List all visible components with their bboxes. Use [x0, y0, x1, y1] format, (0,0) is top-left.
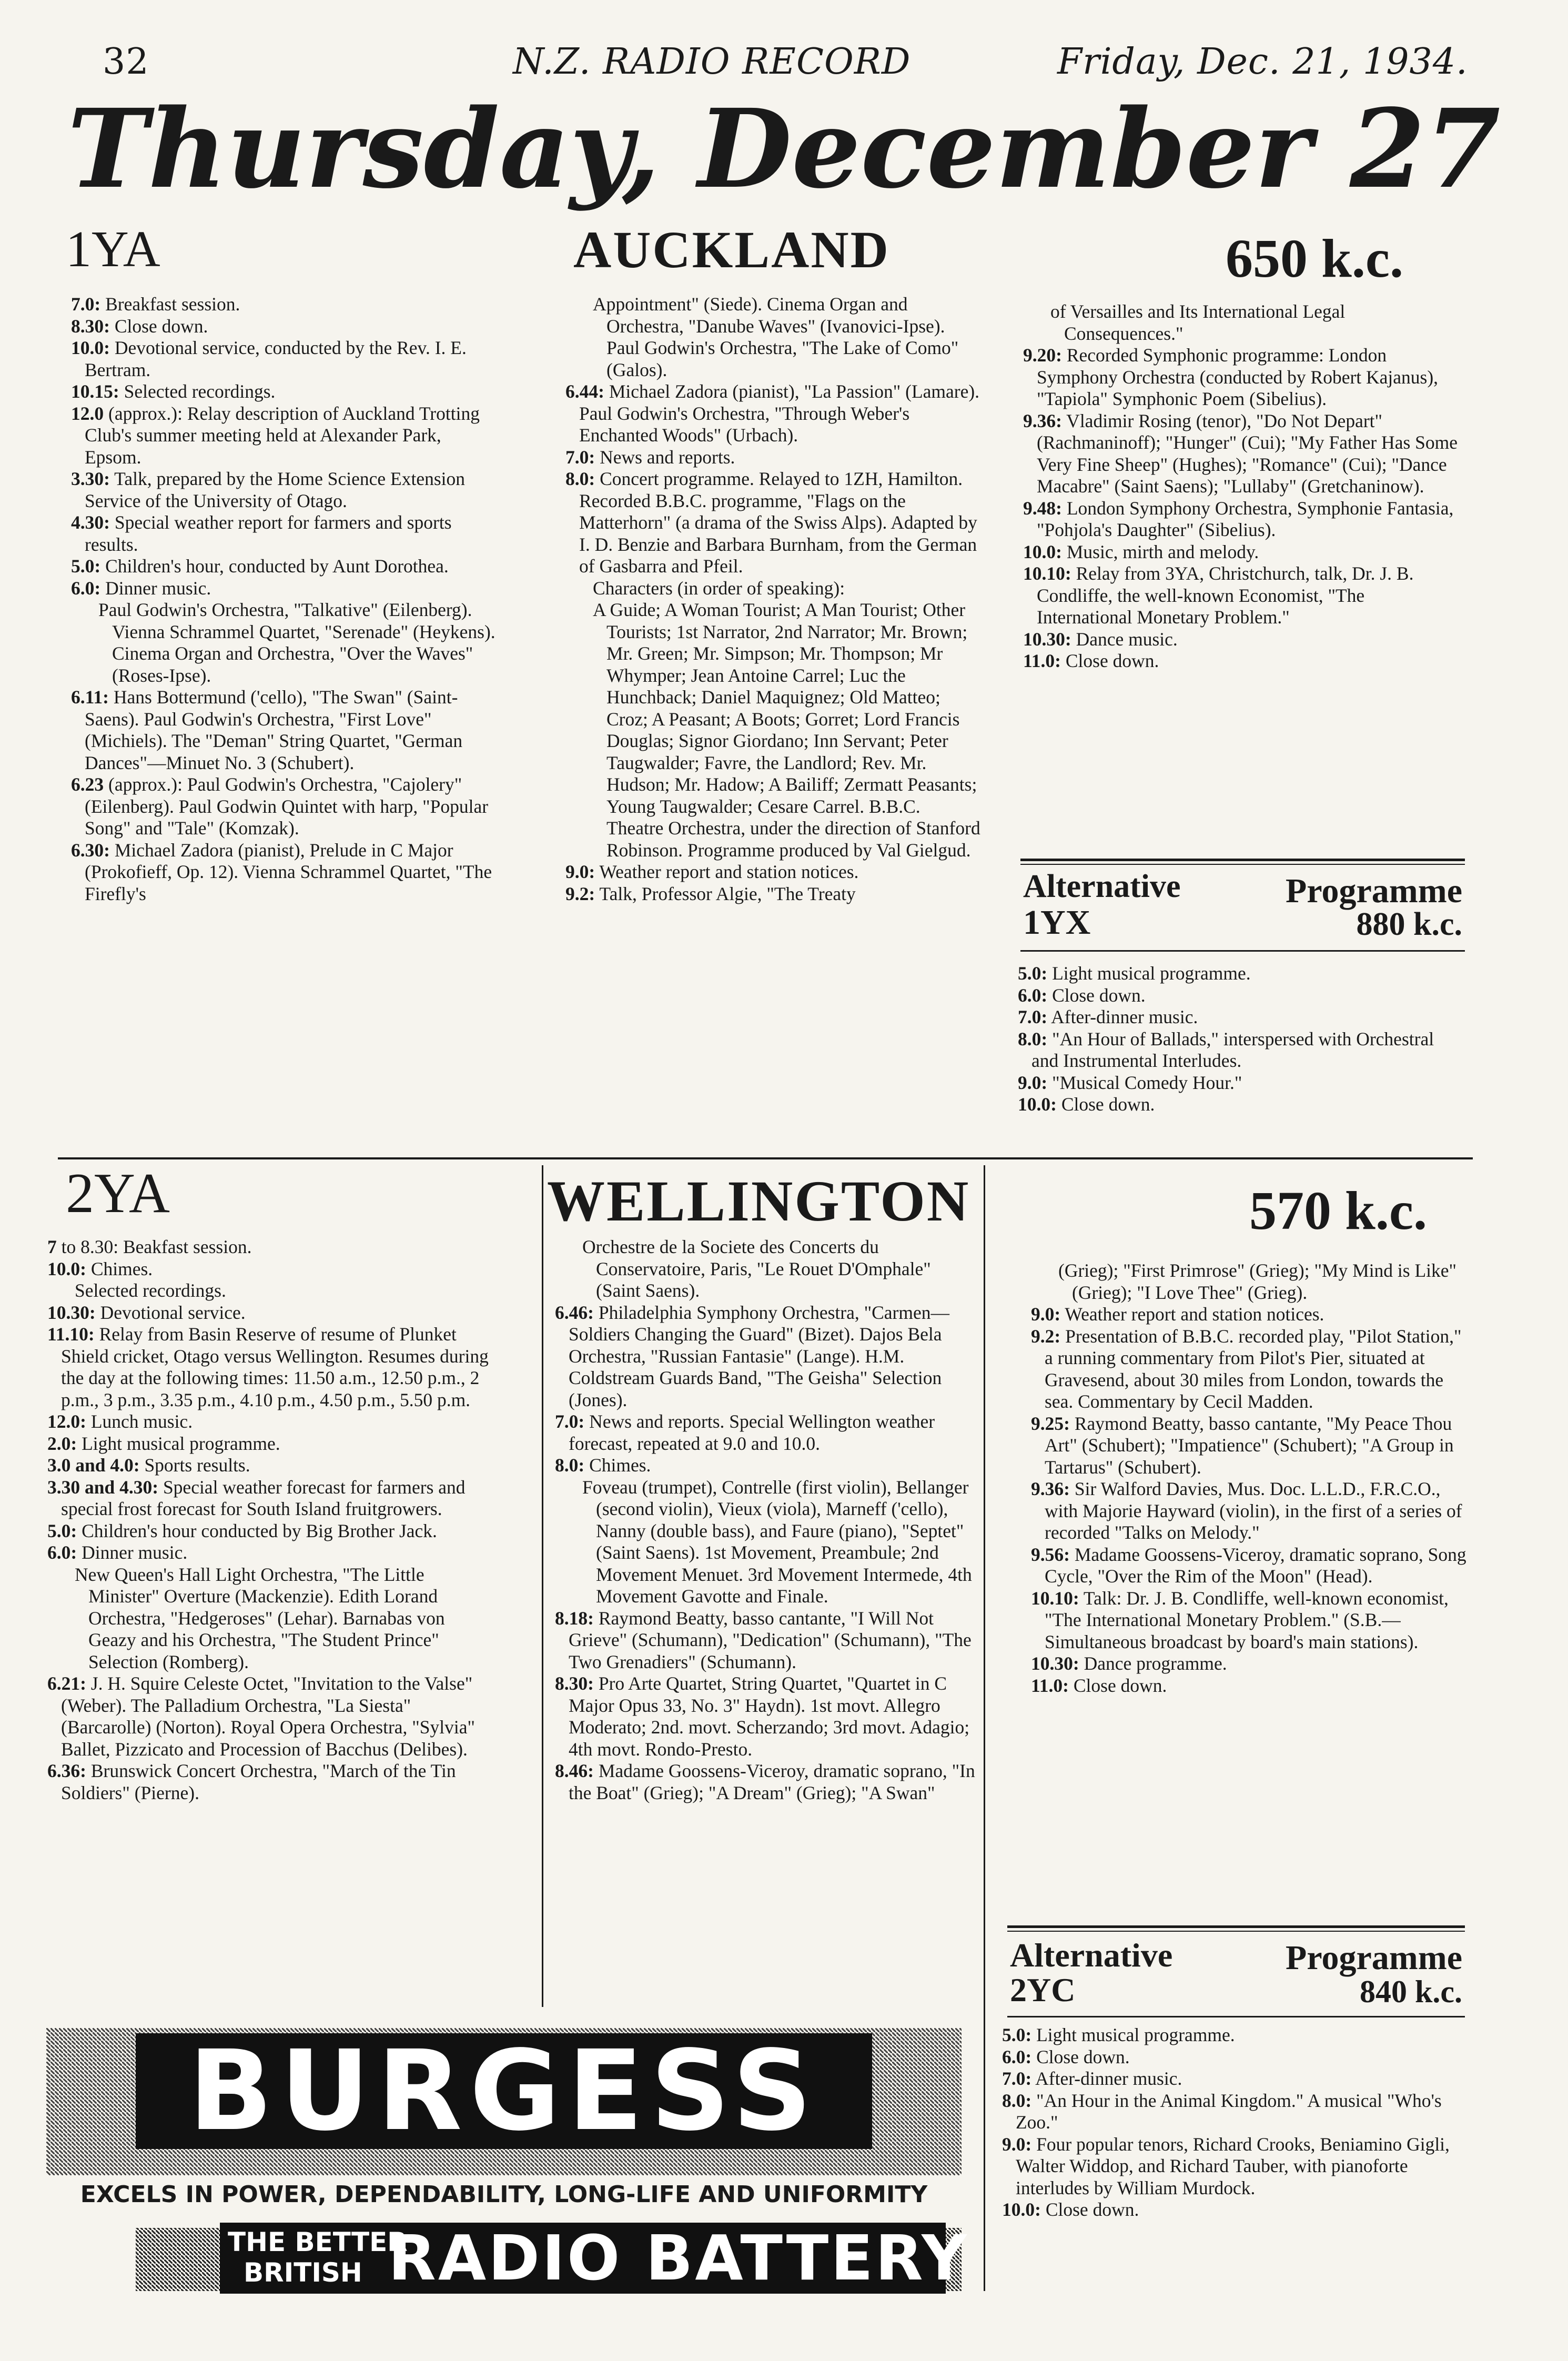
entry-text: Brunswick Concert Orchestra, "March of the Tin Soldiers" (Pierne).	[61, 1760, 456, 1803]
entry-text: Sports results.	[139, 1455, 250, 1476]
programme-entry	[71, 556, 502, 578]
entry-text: Relay from 3YA, Christchurch, talk, Dr. J. B. Condliffe, the well-known Economist, "The International Monetary Problem."	[1037, 563, 1414, 628]
entry-text: Four popular tenors, Richard Crooks, Beniamino Gigli, Walter Widdop, and Richard Tauber, with pianoforte interludes by William Murdock.	[1016, 2133, 1450, 2198]
programme-entry	[565, 381, 981, 447]
programme-entry	[71, 774, 502, 840]
programme-entry	[1023, 301, 1462, 345]
entry-text: Appointment" (Siede). Cinema Organ and Orchestra, "Danube Waves" (Ivanovici-Ipse). Paul Godwin's Orchestra, "The Lake of Como" (Galos).	[593, 294, 959, 380]
programme-entry	[47, 1258, 494, 1280]
entry-text: Lunch music.	[86, 1411, 193, 1432]
programme-entry	[47, 1433, 494, 1455]
page-number: 32	[103, 41, 149, 83]
programme-entry	[71, 578, 502, 600]
entry-text: Concert programme. Relayed to 1ZH, Hamilton. Recorded B.B.C. programme, "Flags on the Matterhorn" (a drama of the Swiss Alps). Adapted by I. D. Benzie and Barbara Burnham, from the German of Gasbarra and Pfeil.	[579, 468, 977, 577]
programme-entry	[47, 1455, 494, 1477]
entry-time: 9.2:	[1031, 1325, 1061, 1347]
entry-text: Hans Bottermund ('cello), "The Swan" (Saint-Saens). Paul Godwin's Orchestra, "First Love" (Michiels). The "Deman" String Quartet, "German Dances"—Minuet No. 3 (Schubert).	[85, 687, 463, 773]
entry-time: 9.25:	[1031, 1412, 1070, 1434]
entry-time: 12.0:	[47, 1411, 86, 1432]
entry-time: 10.0:	[47, 1258, 86, 1279]
entry-time: 6.0:	[71, 577, 101, 599]
programme-entry	[1018, 1028, 1465, 1072]
entry-text: Vladimir Rosing (tenor), "Do Not Depart" (Rachmaninoff); "Hunger" (Cui); "My Father Has Some Very Fine Sheep" (Hughes); "Romance" (Cui); "Dance Macabre" (Saint Saens); "Lullaby" (Gretchaninow).	[1037, 410, 1458, 497]
entry-text: Close down.	[1047, 984, 1146, 1006]
entry-text: (approx.): Paul Godwin's Orchestra, "Cajolery" (Eilenberg). Paul Godwin Quintet with harp, "Popular Song" and "Tale" (Komzak).	[85, 774, 489, 839]
ad-line-british: BRITISH	[244, 2257, 362, 2288]
entry-text: Children's hour conducted by Big Brother Jack.	[77, 1520, 437, 1541]
programme-entry	[555, 1608, 976, 1673]
entry-text: Close down.	[1031, 2046, 1130, 2067]
entry-text: Characters (in order of speaking):	[593, 577, 845, 599]
entry-text: Talk, prepared by the Home Science Extension Service of the University of Otago.	[85, 468, 466, 511]
entry-time: 10.0:	[71, 337, 110, 358]
programme-entry	[555, 1673, 976, 1760]
entry-text: to 8.30: Beakfast session.	[56, 1236, 252, 1257]
programme-entry	[47, 1280, 494, 1302]
column-1ya-left	[71, 294, 502, 905]
entry-text: Devotional service, conducted by the Rev. I. E. Bertram.	[85, 337, 467, 380]
entry-text: Dance music.	[1071, 628, 1178, 650]
programme-entry	[47, 1564, 494, 1673]
programme-entry	[1031, 1260, 1468, 1304]
entry-text: After-dinner music.	[1047, 1006, 1198, 1027]
entry-time: 6.21:	[47, 1673, 86, 1694]
entry-text: New Queen's Hall Light Orchestra, "The Little Minister" Overture (Mackenzie). Edith Lorand Orchestra, "Hedgeroses" (Lehar). Barnabas von Geazy and his Orchestra, "The Student Prince" Selection (Romberg).	[75, 1563, 445, 1672]
entry-text: Close down.	[1061, 650, 1159, 671]
entry-text: Talk: Dr. J. B. Condliffe, well-known economist, "The International Monetary Problem." (S.B.—Simultaneous broadcast by board's main stations).	[1045, 1587, 1449, 1652]
station-1ya: 1YA	[66, 221, 160, 278]
entry-time: 8.0:	[555, 1455, 585, 1476]
programme-entry	[1031, 1544, 1468, 1588]
programme-entry	[565, 578, 981, 600]
alt-2yc-word1: Alternative	[1010, 1936, 1173, 1974]
entry-text: Chimes.	[584, 1455, 651, 1476]
entry-time: 10.10:	[1023, 563, 1071, 584]
entry-text: J. H. Squire Celeste Octet, "Invitation to the Valse" (Weber). The Palladium Orchestra, "La Siesta" (Barcarolle) (Norton). Royal Opera Orchestra, "Sylvia" Ballet, Pizzicato and Procession of Bacchus (Delibes).	[61, 1673, 476, 1760]
programme-entry	[47, 1411, 494, 1433]
programme-entry	[1031, 1304, 1468, 1326]
entry-time: 8.0:	[1018, 1028, 1048, 1050]
alt-2yc-station: 2YC	[1010, 1971, 1076, 2009]
alt-1yx-box	[1020, 868, 1465, 952]
entry-text: Chimes.	[86, 1258, 153, 1279]
programme-entry	[71, 381, 502, 403]
entry-text: Raymond Beatty, basso cantante, "My Peace Thou Art" (Schubert); "Impatience" (Schubert); "A Group in Tartarus" (Schubert).	[1045, 1412, 1454, 1478]
programme-entry	[565, 447, 981, 469]
entry-text: Sir Walford Davies, Mus. Doc. L.L.D., F.R.C.O., with Majorie Hayward (violin), in the first of a series of recorded "Talks on Melody."	[1045, 1478, 1462, 1543]
city-wellington: WELLINGTON	[547, 1169, 970, 1233]
column-1ya-right	[1023, 301, 1462, 672]
entry-time: 10.0:	[1018, 1094, 1057, 1115]
programme-entry	[555, 1302, 976, 1411]
programme-entry	[47, 1760, 494, 1804]
entry-text: Dinner music.	[77, 1542, 188, 1563]
entry-text: Close down.	[1040, 2199, 1139, 2220]
alt-2yc-box	[1007, 1936, 1465, 2020]
entry-text: "An Hour in the Animal Kingdom." A musical "Who's Zoo."	[1016, 2090, 1442, 2133]
entry-text: News and reports. Special Wellington weather forecast, repeated at 9.0 and 10.0.	[569, 1411, 935, 1454]
column-1yx	[1018, 963, 1465, 1116]
programme-entry	[555, 1760, 976, 1804]
entry-text: After-dinner music.	[1031, 2068, 1182, 2089]
entry-time: 7.0:	[1018, 1006, 1048, 1027]
programme-entry	[71, 512, 502, 556]
alt-2yc-rule-bottom	[1007, 2016, 1465, 2017]
entry-time: 7.0:	[555, 1411, 585, 1432]
entry-text: Close down.	[1056, 1094, 1155, 1115]
programme-entry	[47, 1542, 494, 1564]
alt-1yx-word1: Alternative	[1023, 869, 1181, 904]
entry-time: 5.0:	[1018, 963, 1048, 984]
entry-time: 9.0:	[1031, 1304, 1061, 1325]
entry-text: of Versailles and Its International Legal Consequences."	[1050, 301, 1346, 344]
programme-entry	[1031, 1588, 1468, 1653]
entry-time: 5.0:	[1002, 2024, 1032, 2045]
entry-time: 12.0	[71, 402, 104, 424]
entry-text: Weather report and station notices.	[595, 861, 859, 882]
entry-text: Breakfast session.	[100, 294, 240, 315]
entry-time: 11.0:	[1023, 650, 1061, 671]
column-1ya-middle	[565, 294, 981, 905]
programme-entry	[565, 468, 981, 578]
column-divider-1	[542, 1165, 543, 2007]
programme-entry	[1023, 650, 1462, 672]
programme-entry	[565, 861, 981, 883]
programme-entry	[1002, 2024, 1465, 2046]
entry-time: 6.44:	[565, 381, 604, 402]
entry-time: 4.30:	[71, 512, 110, 533]
alt-1yx-rule-thin	[1020, 864, 1465, 865]
programme-entry	[1002, 2090, 1465, 2134]
column-2ya-middle	[555, 1236, 976, 1804]
entry-text: Talk, Professor Algie, "The Treaty	[595, 883, 856, 904]
programme-entry	[1018, 985, 1465, 1007]
column-2ya-right	[1031, 1260, 1468, 1697]
entry-text: Michael Zadora (pianist), Prelude in C Major (Prokofieff, Op. 12). Vienna Schrammel Quartet, "The Firefly's	[85, 839, 492, 904]
entry-time: 9.48:	[1023, 497, 1062, 519]
entry-text: Special weather forecast for farmers and special frost forecast for South Island fruitgrowers.	[61, 1476, 466, 1519]
programme-entry	[71, 468, 502, 512]
entry-text: Dance programme.	[1079, 1653, 1227, 1674]
entry-time: 9.20:	[1023, 345, 1062, 366]
entry-text: Light musical programme.	[1047, 963, 1251, 984]
programme-entry	[555, 1236, 976, 1302]
programme-entry	[555, 1411, 976, 1455]
programme-entry	[1031, 1653, 1468, 1675]
entry-time: 8.18:	[555, 1607, 594, 1629]
issue-date: Friday, Dec. 21, 1934.	[1057, 41, 1468, 83]
programme-entry	[71, 337, 502, 381]
entry-time: 8.0:	[1002, 2090, 1032, 2111]
programme-entry	[47, 1324, 494, 1411]
programme-entry	[565, 883, 981, 905]
freq-2ya: 570 k.c.	[1249, 1180, 1427, 1241]
entry-time: 6.0:	[1018, 984, 1048, 1006]
entry-time: 10.30:	[1023, 628, 1071, 650]
entry-text: Dinner music.	[100, 577, 211, 599]
entry-time: 9.0:	[1002, 2133, 1032, 2155]
entry-text: Foveau (trumpet), Contrelle (first violin), Bellanger (second violin), Vieux (viola), Marneff ('cello), Nanny (double bass), and Faure (piano), "Septet" (Saint Saens). 1st Movement, Preambule; 2nd Movement Menuet. 3rd Movement Intermede, 4th Movement Gavotte and Finale.	[582, 1476, 972, 1607]
alt-2yc-freq: 840 k.c.	[1360, 1974, 1462, 2009]
entry-time: 6.30:	[71, 839, 110, 861]
entry-text: Light musical programme.	[77, 1432, 280, 1454]
entry-time: 11.0:	[1031, 1674, 1069, 1696]
entry-time: 8.30:	[71, 315, 110, 337]
programme-entry	[71, 316, 502, 338]
entry-time: 9.36:	[1023, 410, 1062, 431]
entry-time: 7.0:	[1002, 2068, 1032, 2089]
entry-time: 5.0:	[47, 1520, 77, 1541]
publication-title: N.Z. RADIO RECORD	[513, 41, 911, 83]
entry-text: Devotional service.	[95, 1301, 246, 1323]
programme-entry	[1023, 345, 1462, 410]
column-2ya-left	[47, 1236, 494, 1804]
programme-entry	[1023, 629, 1462, 651]
entry-time: 6.23	[71, 774, 104, 795]
entry-text: (Grieg); "First Primrose" (Grieg); "My Mind is Like" (Grieg); "I Love Thee" (Grieg).	[1058, 1260, 1457, 1303]
programme-entry	[1002, 2134, 1465, 2199]
alt-2yc-rule-thin	[1007, 1931, 1465, 1932]
programme-entry	[1018, 1072, 1465, 1094]
entry-time: 3.0 and 4.0:	[47, 1455, 140, 1476]
entry-text: Selected recordings.	[119, 381, 276, 402]
city-auckland: AUCKLAND	[573, 220, 890, 279]
programme-entry	[1023, 541, 1462, 563]
entry-time: 6.0:	[1002, 2046, 1032, 2067]
entry-time: 8.0:	[565, 468, 595, 489]
page-title: Thursday, December 27	[67, 85, 1501, 213]
entry-time: 9.36:	[1031, 1478, 1070, 1499]
entry-text: Presentation of B.B.C. recorded play, "Pilot Station," a running commentary from Pilot's Pier, situated at Gravesend, about 30 miles from London, towards the sea. Commentary by Cecil Madden.	[1045, 1325, 1462, 1412]
entry-text: A Guide; A Woman Tourist; A Man Tourist; Other Tourists; 1st Narrator, 2nd Narrator; Mr. Brown; Mr. Green; Mr. Simpson; Mr. Thompson; Mr Whymper; Jean Antoine Carrel; Luc the Hunchback; Daniel Maquignez; Old Matteo; Croz; A Peasant; A Boots; Gorret; Lord Francis Douglas; Signor Giordano; Inn Servant; Peter Taugwalder; Favre, the Landlord; Rev. Mr. Hudson; Mr. Hadow; A Bailiff; Zermatt Peasants; Young Taugwalder; Cesare Carrel. B.B.C. Theatre Orchestra, under the direction of Stanford Robinson. Programme produced by Val Gielgud.	[593, 599, 980, 861]
entry-time: 3.30:	[71, 468, 110, 489]
programme-entry	[565, 599, 981, 861]
programme-entry	[1031, 1478, 1468, 1544]
alt-2yc-word2: Programme	[1286, 1939, 1462, 1977]
ad-line-radio-battery: RADIO BATTERY	[388, 2222, 969, 2294]
entry-text: Music, mirth and melody.	[1061, 541, 1259, 562]
entry-time: 6.36:	[47, 1760, 86, 1781]
entry-time: 10.30:	[1031, 1653, 1079, 1674]
entry-time: 5.0:	[71, 556, 101, 577]
station-2ya: 2YA	[66, 1162, 170, 1225]
entry-time: 6.11:	[71, 687, 109, 708]
entry-text: Special weather report for farmers and sports results.	[85, 512, 452, 555]
programme-entry	[555, 1477, 976, 1608]
alt-1yx-station: 1YX	[1023, 903, 1091, 942]
alt-1yx-word2: Programme	[1286, 872, 1462, 910]
entry-text: Close down.	[109, 315, 208, 337]
entry-text: Pro Arte Quartet, String Quartet, "Quartet in C Major Opus 33, No. 3" Haydn). 1st movt. Allegro Moderato; 2nd. movt. Scherzando; 3rd movt. Adagio; 4th movt. Rondo-Presto.	[569, 1673, 970, 1760]
alt-1yx-rule-bottom	[1020, 950, 1465, 952]
entry-time: 10.10:	[1031, 1587, 1079, 1609]
programme-entry	[1002, 2199, 1465, 2221]
entry-text: Relay from Basin Reserve of resume of Plunket Shield cricket, Otago versus Wellington. Resumes during the day at the following times: 11.50 a.m., 12.50 p.m., 2 p.m., 3 p.m., 3.35 p.m., 4.10 p.m., 4.50 p.m., 5.50 p.m.	[61, 1324, 489, 1410]
entry-text: Michael Zadora (pianist), "La Passion" (Lamare). Paul Godwin's Orchestra, "Through Weber's Enchanted Woods" (Urbach).	[579, 381, 980, 446]
alt-2yc-rule	[1007, 1925, 1465, 1928]
programme-entry	[47, 1302, 494, 1324]
entry-text: Philadelphia Symphony Orchestra, "Carmen—Soldiers Changing the Guard" (Bizet). Dajos Bela Orchestra, "Russian Fantasie" (Lange). H.M. Coldstream Guards Band, "The Geisha" Selection (Jones).	[569, 1301, 949, 1410]
entry-text: Madame Goossens-Viceroy, dramatic soprano, "In the Boat" (Grieg); "A Dream" (Grieg); "A Swan"	[569, 1760, 975, 1803]
programme-entry	[1023, 410, 1462, 498]
burgess-advertisement	[46, 2026, 969, 2296]
programme-entry	[1023, 563, 1462, 629]
programme-entry	[71, 294, 502, 316]
entry-time: 7.0:	[565, 446, 595, 468]
entry-text: Selected recordings.	[75, 1280, 226, 1301]
entry-time: 9.0:	[1018, 1072, 1048, 1093]
entry-text: London Symphony Orchestra, Symphonie Fantasia, "Pohjola's Daughter" (Sibelius).	[1037, 497, 1454, 540]
entry-time: 10.30:	[47, 1301, 96, 1323]
ad-line-better: THE BETTER	[228, 2227, 408, 2257]
entry-text: Recorded Symphonic programme: London Symphony Orchestra (conducted by Robert Kajanus), "Tapiola" Symphonic Poem (Sibelius).	[1037, 345, 1439, 409]
column-divider-2	[984, 1165, 985, 2291]
programme-entry	[47, 1673, 494, 1760]
entry-time: 9.2:	[565, 883, 595, 904]
programme-entry	[1023, 498, 1462, 541]
programme-entry	[1002, 2068, 1465, 2090]
programme-entry	[71, 687, 502, 774]
entry-time: 8.30:	[555, 1673, 594, 1694]
entry-time: 2.0:	[47, 1432, 77, 1454]
entry-text: Raymond Beatty, basso cantante, "I Will Not Grieve" (Schumann), "Dedication" (Schumann), "The Two Grenadiers" (Schumann).	[569, 1607, 972, 1672]
programme-entry	[71, 599, 502, 687]
entry-time: 10.0:	[1023, 541, 1062, 562]
programme-entry	[1018, 1094, 1465, 1116]
entry-time: 7.0:	[71, 294, 101, 315]
programme-entry	[71, 840, 502, 905]
entry-text: News and reports.	[595, 446, 735, 468]
entry-text: Close down.	[1069, 1674, 1167, 1696]
entry-text: Light musical programme.	[1031, 2024, 1235, 2045]
entry-time: 11.10:	[47, 1324, 95, 1345]
entry-time: 7	[47, 1236, 57, 1257]
entry-text: Orchestre de la Societe des Concerts du Conservatoire, Paris, "Le Rouet D'Omphale" (Saint Saens).	[582, 1236, 931, 1301]
freq-1ya: 650 k.c.	[1226, 228, 1403, 289]
entry-text: "An Hour of Ballads," interspersed with Orchestral and Instrumental Interludes.	[1031, 1028, 1434, 1071]
ad-slogan: EXCELS IN POWER, DEPENDABILITY, LONG-LIFE AND UNIFORMITY	[80, 2181, 928, 2208]
entry-time: 9.56:	[1031, 1543, 1070, 1565]
section-divider	[58, 1157, 1473, 1159]
entry-time: 10.15:	[71, 381, 119, 402]
burgess-logo: BURGESS	[188, 2026, 820, 2155]
entry-text: Children's hour, conducted by Aunt Dorothea.	[100, 556, 449, 577]
programme-entry	[1002, 2046, 1465, 2069]
programme-entry	[1018, 963, 1465, 985]
programme-entry	[47, 1477, 494, 1520]
programme-entry	[1031, 1326, 1468, 1413]
programme-entry	[71, 403, 502, 469]
entry-time: 6.0:	[47, 1542, 77, 1563]
entry-text: Paul Godwin's Orchestra, "Talkative" (Eilenberg). Vienna Schrammel Quartet, "Serenade" (Heykens). Cinema Organ and Orchestra, "Over the Waves" (Roses-Ipse).	[98, 599, 495, 686]
entry-time: 9.0:	[565, 861, 595, 882]
entry-time: 6.46:	[555, 1301, 594, 1323]
alt-1yx-freq: 880 k.c.	[1356, 906, 1462, 942]
entry-text: Madame Goossens-Viceroy, dramatic soprano, Song Cycle, "Over the Rim of the Moon" (Head).	[1045, 1543, 1466, 1587]
entry-time: 8.46:	[555, 1760, 594, 1781]
programme-entry	[47, 1520, 494, 1542]
programme-entry	[1018, 1006, 1465, 1028]
column-2yc	[1002, 2024, 1465, 2221]
entry-text: (approx.): Relay description of Auckland Trotting Club's summer meeting held at Alexander Park, Epsom.	[85, 402, 480, 468]
entry-time: 10.0:	[1002, 2199, 1041, 2220]
programme-entry	[1031, 1413, 1468, 1479]
entry-text: "Musical Comedy Hour."	[1047, 1072, 1242, 1093]
entry-text: Weather report and station notices.	[1060, 1304, 1324, 1325]
programme-entry	[555, 1455, 976, 1477]
programme-entry	[565, 294, 981, 381]
alt-1yx-rule	[1020, 859, 1465, 861]
entry-time: 3.30 and 4.30:	[47, 1476, 159, 1498]
programme-entry	[1031, 1675, 1468, 1697]
programme-entry	[47, 1236, 494, 1258]
